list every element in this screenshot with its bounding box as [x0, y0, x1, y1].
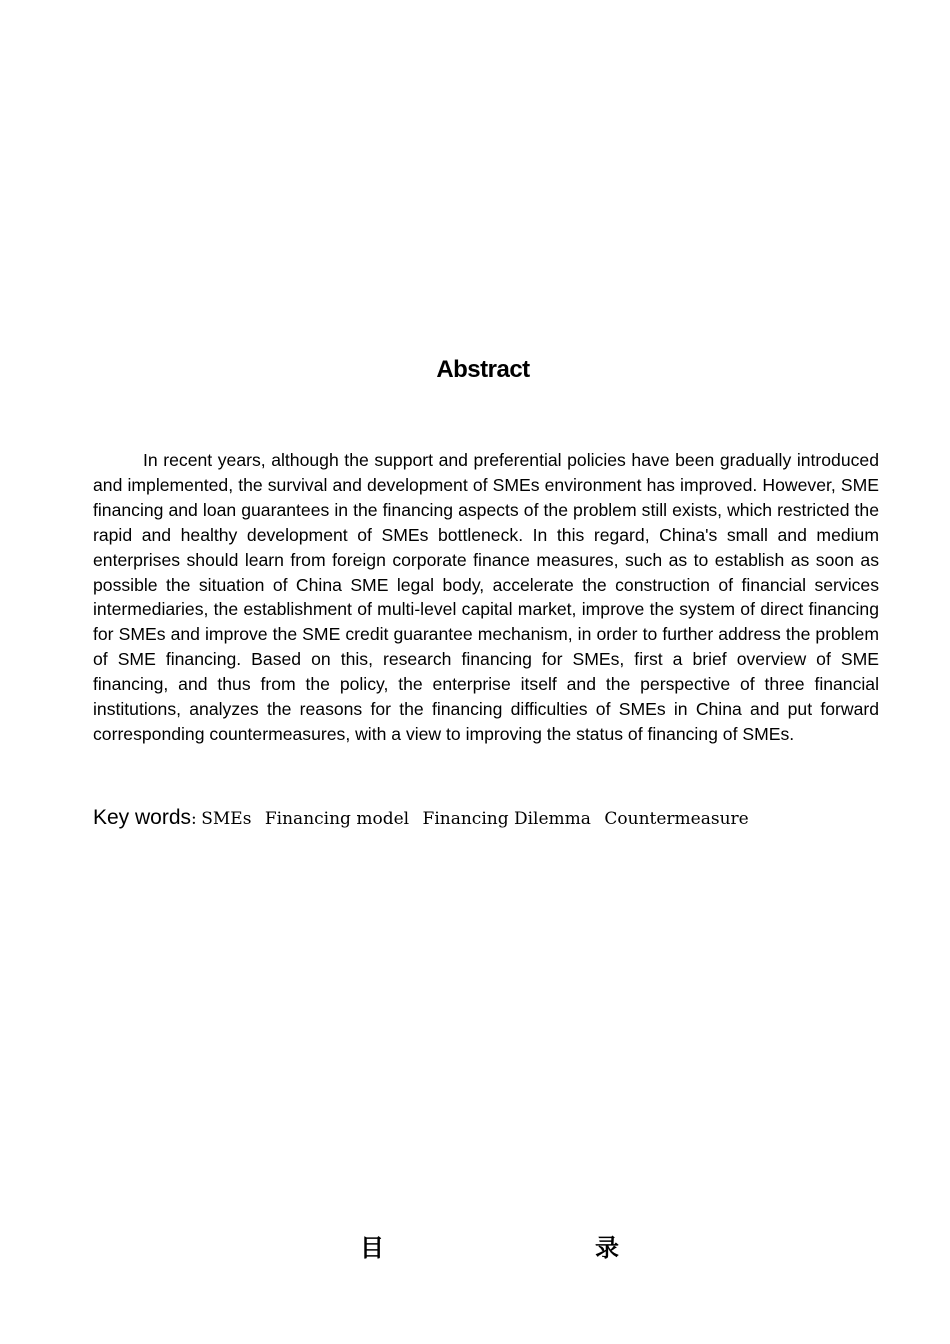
keyword-item: SMEs	[201, 809, 252, 829]
keywords-label: Key words	[93, 806, 192, 829]
abstract-body: In recent years, although the support and preferential policies have been gradually introduced and implemented, the survival and development of SMEs environment has improved. However, SME financing and loan guarantees in the financing aspects of the problem still exists, which restricted the rapid and healthy development of SMEs bottleneck. In this regard, China's small and medium enterprises should learn from foreign corporate finance measures, such as to establish as soon as possible the situation of China SME legal body, accelerate the construction of financial services intermediaries, the establishment of multi-level capital market, improve the system of direct financing for SMEs and improve the SME credit guarantee mechanism, in order to further address the problem of SME financing. Based on this, research financing for SMEs, first a brief overview of SME financing, and thus from the policy, the enterprise itself and the perspective of three financial institutions, analyzes the reasons for the financing difficulties of SMEs in China and put forward corresponding countermeasures, with a view to improving the status of financing of SMEs.	[93, 450, 879, 744]
keyword-item: Countermeasure	[604, 809, 749, 829]
abstract-heading: Abstract	[436, 356, 530, 383]
keywords-line	[93, 806, 893, 830]
keywords-colon: :	[191, 809, 197, 829]
keyword-item: Financing Dilemma	[422, 809, 591, 829]
keyword-item: Financing model	[264, 809, 410, 829]
toc-heading-char-2: 录	[595, 1234, 619, 1262]
toc-heading-char-1: 目	[360, 1234, 384, 1262]
